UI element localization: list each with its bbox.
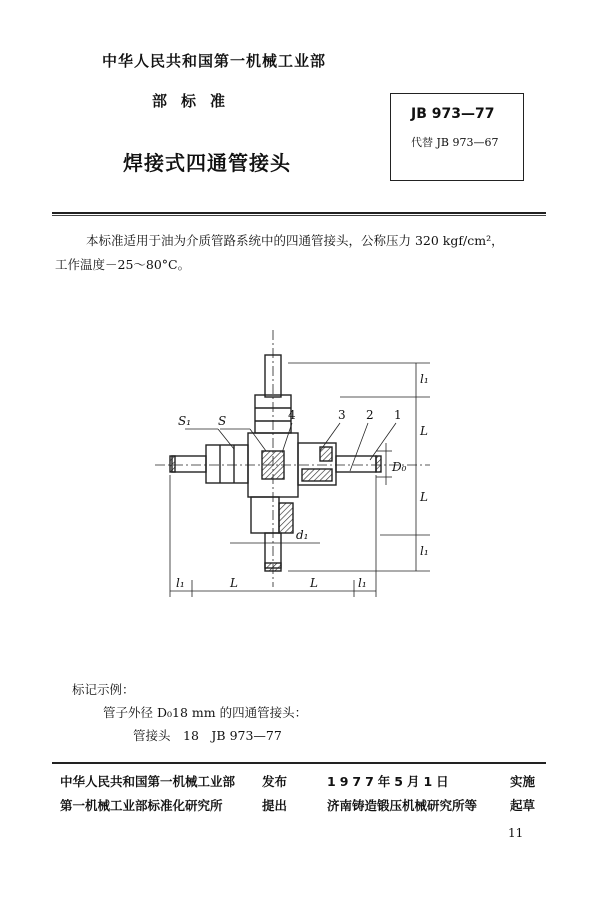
standard-code: JB 973—77 [411, 106, 495, 122]
cross-fitting-drawing [130, 325, 460, 625]
body-section [262, 451, 284, 479]
document-title: 焊接式四通管接头 [123, 151, 291, 175]
scope-paragraph-line-2: 工作温度－25～80°C。 [55, 257, 191, 272]
footer-proposer: 第一机械工业部标准化研究所 [60, 798, 223, 813]
standard-type: 部标准 [152, 92, 240, 110]
marking-example-line-1: 管子外径 D₀18 mm 的四通管接头： [103, 705, 308, 720]
left-nut [206, 445, 248, 483]
footer-issuer: 中华人民共和国第一机械工业部 [60, 774, 236, 789]
footer-issue-label: 发布 [262, 774, 288, 789]
label-l1-right-top: l₁ [420, 372, 429, 386]
header-rule [52, 212, 546, 214]
marking-example-heading: 标记示例： [72, 682, 135, 697]
right-pipe [336, 456, 376, 472]
scope-paragraph-line-1: 本标准适用于油为介质管路系统中的四通管接头，公称压力 320 kgf/cm²， [86, 233, 504, 248]
label-part-2: 2 [366, 408, 374, 422]
header-rule-thin [52, 215, 546, 216]
footer-date: 1977年5月1日 [327, 774, 453, 789]
left-pipe [172, 456, 206, 472]
footer-draft-label: 起草 [510, 798, 536, 813]
ministry-name: 中华人民共和国第一机械工业部 [102, 52, 327, 70]
footer-rule [52, 762, 546, 764]
label-l1-bottom-right: l₁ [358, 576, 367, 590]
label-l1-bottom-left: l₁ [176, 576, 185, 590]
replaces-standard: 代替 JB 973—67 [411, 136, 499, 149]
label-s1: S₁ [178, 414, 192, 428]
label-l-right-1: L [420, 424, 428, 438]
bottom-nut [251, 497, 279, 533]
label-part-1: 1 [394, 408, 402, 422]
page-number: 11 [508, 826, 524, 840]
label-part-4: 4 [288, 408, 296, 422]
label-l1-right-bottom: l₁ [420, 544, 429, 558]
label-d0: D₀ [392, 460, 407, 474]
label-l-bottom-1: L [230, 576, 238, 590]
footer-drafter: 济南铸造锻压机械研究所等 [327, 798, 478, 813]
standard-number-box [390, 93, 524, 181]
label-part-3: 3 [338, 408, 346, 422]
footer-propose-label: 提出 [262, 798, 288, 813]
label-d1: d₁ [296, 528, 309, 542]
marking-example-line-2: 管接头 18 JB 973—77 [133, 728, 282, 743]
footer-implement-label: 实施 [510, 774, 536, 789]
label-s: S [218, 414, 227, 428]
label-l-bottom-2: L [310, 576, 318, 590]
label-l-right-2: L [420, 490, 428, 504]
